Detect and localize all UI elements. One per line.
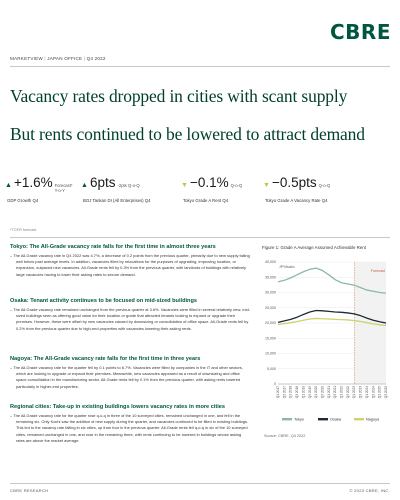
x-tick-label: Q3 2023 — [358, 386, 363, 399]
y-tick-label: 0 — [274, 382, 276, 387]
x-tick-label: Q1 2023 — [352, 386, 357, 399]
legend-label-nagoya: Nagoya — [366, 417, 380, 422]
up-arrow-icon: ▲ — [5, 182, 12, 189]
kpi-unit-top: Forecast* — [54, 183, 73, 188]
kpi-unit-top: Q-o-Q — [318, 183, 331, 188]
section-body: – The All-Grade vacancy rate in Q4 2022 was 4.7%, a decrease of 0.2 points from the previous quarter, primarily due to new supply falling well below past average levels. In addition, vacancies filled by relocations for the purposes of upgrading, improving location, or expansion, outpaced new vacancies. All-Grade rents fell by 0.3% from the previous quarter, with landlords of buildings with relatively large vacancies having to lower their asking rates to secure demand. — [10, 253, 250, 277]
chart-source: Source: CBRE, Q4 2022 — [264, 434, 306, 438]
cbre-logo: CBRE — [330, 20, 391, 44]
legend-swatch-tokyo — [282, 418, 292, 420]
x-tick-label: Q3 2022 — [345, 386, 350, 399]
x-tick-label: Q1 2017 — [276, 386, 280, 399]
kpi-value: −0.5pts — [271, 175, 317, 190]
x-tick-label: Q1 2019 — [301, 386, 306, 399]
section-body: – The All-Grade vacancy rate remained unchanged from the previous quarter at 3.6%. Vacancies were filled in several relatively new, mid-sized buildings seen as offering good value for their location or grade that attracted tenants looking to expand or upgrade their premises. However, these were offset by new vacancies caused by downsizing or consolidation of office space. All-Grade rents fell by 0.2% from the previous quarter due to high-end properties with vacancies lowering their asking rents. — [10, 307, 250, 331]
kpi-unit-top: -2pts Q-o-Q — [117, 183, 140, 188]
breadcrumb-section: MARKETVIEW — [10, 56, 43, 61]
section-tokyo — [10, 244, 250, 278]
breadcrumb-period: Q4 2022 — [86, 56, 106, 61]
kpi-caption: GDP Growth Q4 — [7, 198, 39, 203]
kpi-caption: Tokyo Grade A Rent Q4 — [183, 198, 229, 203]
x-tick-label: Q1 2018 — [288, 386, 293, 399]
section-osaka — [10, 298, 250, 332]
kpi-value: −0.1% — [189, 175, 229, 190]
rent-line-chart — [258, 252, 392, 430]
section-body: – The All-Grade vacancy rate for the quarter fell by 0.1 points to 6.7%. Vacancies were filled by companies in the IT and other sectors, which are looking to upgrade or expand their premises. Meanwhile, new vacancies appeared as a result of downsizing and office space consolidation in the manufacturing sector. All-Grade rents fell by 0.1% from the previous quarter, with asking rents lowered particularly in higher-end properties. — [10, 365, 243, 389]
breadcrumb: MARKETVIEW | JAPAN OFFICE | Q4 2022 — [10, 56, 106, 61]
legend-swatch-nagoya — [354, 418, 364, 420]
kpi-row — [5, 175, 395, 215]
x-tick-label: Q3 2017 — [282, 386, 287, 399]
page-title: Vacancy rates dropped in cities with scant supply — [10, 86, 348, 106]
section-regional — [10, 404, 250, 444]
kpi-gdp — [5, 175, 73, 215]
footer-divider — [10, 483, 390, 484]
kpi-unit-top: Q-o-Q — [230, 183, 243, 188]
section-heading: Osaka: Tenant activity continues to be focused on mid-sized buildings — [10, 298, 198, 304]
section-body: – The All-Grade vacancy rate for the quarter rose q-o-q in three of the 10 surveyed cities, remained unchanged in one, and fell in the remaining six. Only Kochi saw the addition of new supply during the quarter, and vacancies continued to be filled in existing buildings. This led to the vacancy rate falling in six cities, up from four in the previous quarter. All-Grade rents fell q-o-q in six of the 10 surveyed cities, remained unchanged in one, and rose in the remaining three, with rents continuing to be lowered in buildings whose asking rates are above the market average. — [10, 413, 249, 443]
content-divider — [10, 237, 390, 238]
kpi-value: +1.6% — [13, 175, 53, 190]
section-heading: Nagoya: The All-Grade vacancy rate falls for the first time in three years — [10, 356, 201, 362]
x-tick-label: Q1 2024 — [364, 386, 369, 399]
x-tick-label: Q3 2018 — [295, 386, 300, 399]
kpi-tokyo-vacancy — [263, 175, 330, 215]
y-tick-label: 25,000 — [265, 305, 276, 310]
section-heading: Regional cities: Take-up in existing buildings lowers vacancy rates in more cities — [10, 404, 226, 410]
kpi-tankan — [81, 175, 151, 215]
footer-copyright: © 2023 CBRE, INC. — [349, 488, 390, 493]
x-tick-label: Q1 2021 — [326, 386, 331, 399]
y-tick-label: 20,000 — [265, 321, 276, 326]
x-tick-label: Q3 2019 — [307, 386, 312, 399]
section-heading: Tokyo: The All-Grade vacancy rate falls for the first time in almost three years — [10, 244, 216, 250]
legend-swatch-osaka — [318, 418, 328, 420]
kpi-caption: BOJ Tankan DI (All Enterprises) Q4 — [83, 198, 151, 203]
up-arrow-icon: ▲ — [81, 182, 88, 189]
y-tick-label: 35,000 — [265, 275, 276, 280]
page-subtitle: But rents continued to be lowered to attract demand — [10, 124, 365, 144]
down-arrow-icon: ▼ — [263, 182, 270, 189]
y-axis-label: JPY/tsubo — [279, 265, 295, 269]
down-arrow-icon: ▼ — [181, 182, 188, 189]
forecast-label: Forecast — [371, 269, 385, 273]
x-tick-label: Q1 2025 — [377, 386, 382, 399]
x-tick-label: Q1 2020 — [314, 386, 319, 399]
legend-label-tokyo: Tokyo — [294, 417, 304, 422]
y-tick-label: 10,000 — [265, 351, 276, 356]
x-tick-label: Q3 2024 — [371, 386, 376, 399]
kpi-footnote: *TCER forecast — [10, 228, 37, 232]
header-divider — [10, 66, 390, 67]
breadcrumb-region: JAPAN OFFICE — [47, 56, 83, 61]
x-tick-label: Q3 2025 — [384, 386, 388, 399]
kpi-tokyo-rent — [181, 175, 242, 215]
y-tick-label: 5,000 — [267, 366, 276, 371]
x-tick-label: Q3 2020 — [320, 386, 325, 399]
legend-label-osaka: Osaka — [330, 417, 341, 422]
section-nagoya — [10, 356, 250, 390]
y-tick-label: 40,000 — [265, 260, 276, 265]
footer-left: CBRE RESEARCH — [10, 488, 49, 493]
chart-title: Figure 1: Grade A Average Assumed Achievable Rent — [262, 245, 366, 250]
kpi-value: 6pts — [89, 175, 116, 190]
y-tick-label: 30,000 — [265, 290, 276, 295]
y-tick-label: 15,000 — [265, 336, 276, 341]
kpi-caption: Tokyo Grade A Vacancy Rate Q4 — [265, 198, 328, 203]
kpi-unit-bottom: Y-o-Y — [54, 187, 65, 193]
x-tick-label: Q3 2021 — [333, 386, 338, 399]
x-tick-label: Q1 2022 — [339, 386, 344, 399]
